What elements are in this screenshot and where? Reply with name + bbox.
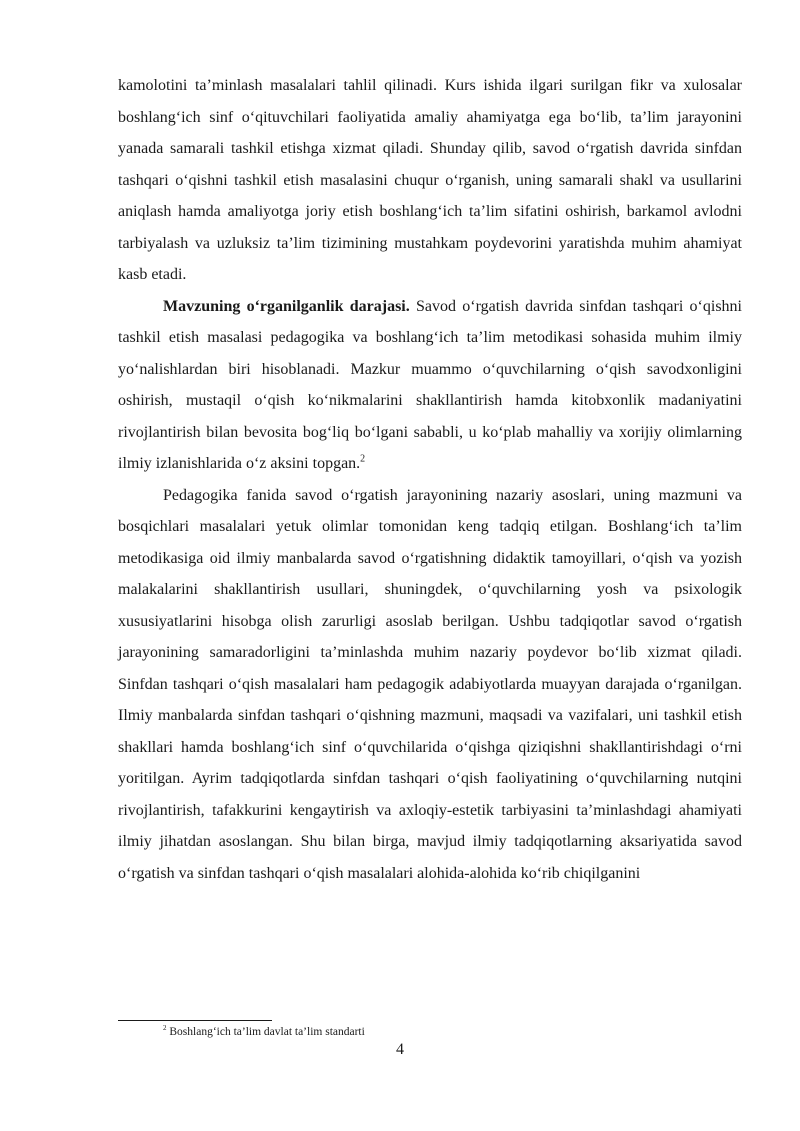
paragraph-text: Savod o‘rgatish davrida sinfdan tashqari o‘qishni tashkil etish masalasi pedagogika va boshlang‘ich ta’lim metodikasi sohasida muhim ilmiy yo‘nalishlardan biri hisoblanadi. Mazkur muammo o‘quvchilarning o‘qish savodxonligini oshirish, mustaqil o‘qish ko‘nikmalarini shakllantirish hamda kitobxonlik madaniyatini rivojlantirish bilan bevosita bog‘liq bo‘lgani sababli, u ko‘plab mahalliy va xorijiy olimlarning ilmiy izlanishlarida o‘z aksini topgan.: [118, 297, 742, 472]
section-lead-heading: Mavzuning o‘rganilganlik darajasi.: [163, 297, 410, 315]
footnote-text: Boshlang‘ich ta’lim davlat ta’lim standarti: [169, 1026, 365, 1038]
paragraph-theory: [118, 480, 742, 890]
paragraph-text: Pedagogika fanida savod o‘rgatish jarayonining nazariy asoslari, uning mazmuni va bosqichlari masalalari yetuk olimlar tomonidan keng tadqiq etilgan. Boshlang‘ich ta’lim metodikasiga oid ilmiy manbalarda savod o‘rgatishning didaktik tamoyillari, o‘qish va yozish malakalarini shakllantirish usullari, shuningdek, o‘quvchilarning yosh va psixologik xususiyatlarini hisobga olish zarurligi asoslab berilgan. Ushbu tadqiqotlar savod o‘rgatish jarayonining samaradorligini ta’minlashda muhim nazariy poydevor bo‘lib xizmat qiladi. Sinfdan tashqari o‘qish masalalari ham pedagogik adabiyotlarda muayyan darajada o‘rganilgan. Ilmiy manbalarda sinfdan tashqari o‘qishning mazmuni, maqsadi va vazifalari, uni tashkil etish shakllari hamda boshlang‘ich sinf o‘quvchilarida o‘qishga qiziqishni shakllantirishdagi o‘rni yoritilgan. Ayrim tadqiqotlarda sinfdan tashqari o‘qish faoliyatining o‘quvchilarning nutqini rivojlantirish, tafakkurini kengaytirish va axloqiy-estetik tarbiyasini ta’minlashdagi ahamiyati ilmiy jihatdan asoslangan. Shu bilan birga, mavjud ilmiy tadqiqotlarning aksariyatida savod o‘rgatish va sinfdan tashqari o‘qish masalalari alohida-alohida ko‘rib chiqilganini: [118, 486, 742, 882]
page-number: 4: [396, 1041, 404, 1058]
page-body: [118, 70, 742, 889]
paragraph-text: kamolotini ta’minlash masalalari tahlil qilinadi. Kurs ishida ilgari surilgan fikr va xulosalar boshlang‘ich sinf o‘qituvchilari faoliyatida amaliy ahamiyatga ega bo‘lib, ta’lim jarayonini yanada samarali tashkil etishga xizmat qiladi. Shunday qilib, savod o‘rgatish davrida sinfdan tashqari o‘qishni tashkil etish masalasini chuqur o‘rganish, uning samarali shakl va usullarini aniqlash hamda amaliyotga joriy etish boshlang‘ich ta’lim sifatini oshirish, barkamol avlodni tarbiyalash va uzluksiz ta’lim tizimining mustahkam poydevorini yaratishda muhim ahamiyat kasb etadi.: [118, 77, 742, 283]
paragraph-study-level: [118, 291, 742, 480]
paragraph-continuation: [118, 70, 742, 291]
footnote-separator: [118, 1020, 272, 1021]
footnote: [163, 1024, 365, 1040]
footnote-reference[interactable]: 2: [360, 453, 366, 465]
footnote-marker: 2: [163, 1024, 167, 1033]
